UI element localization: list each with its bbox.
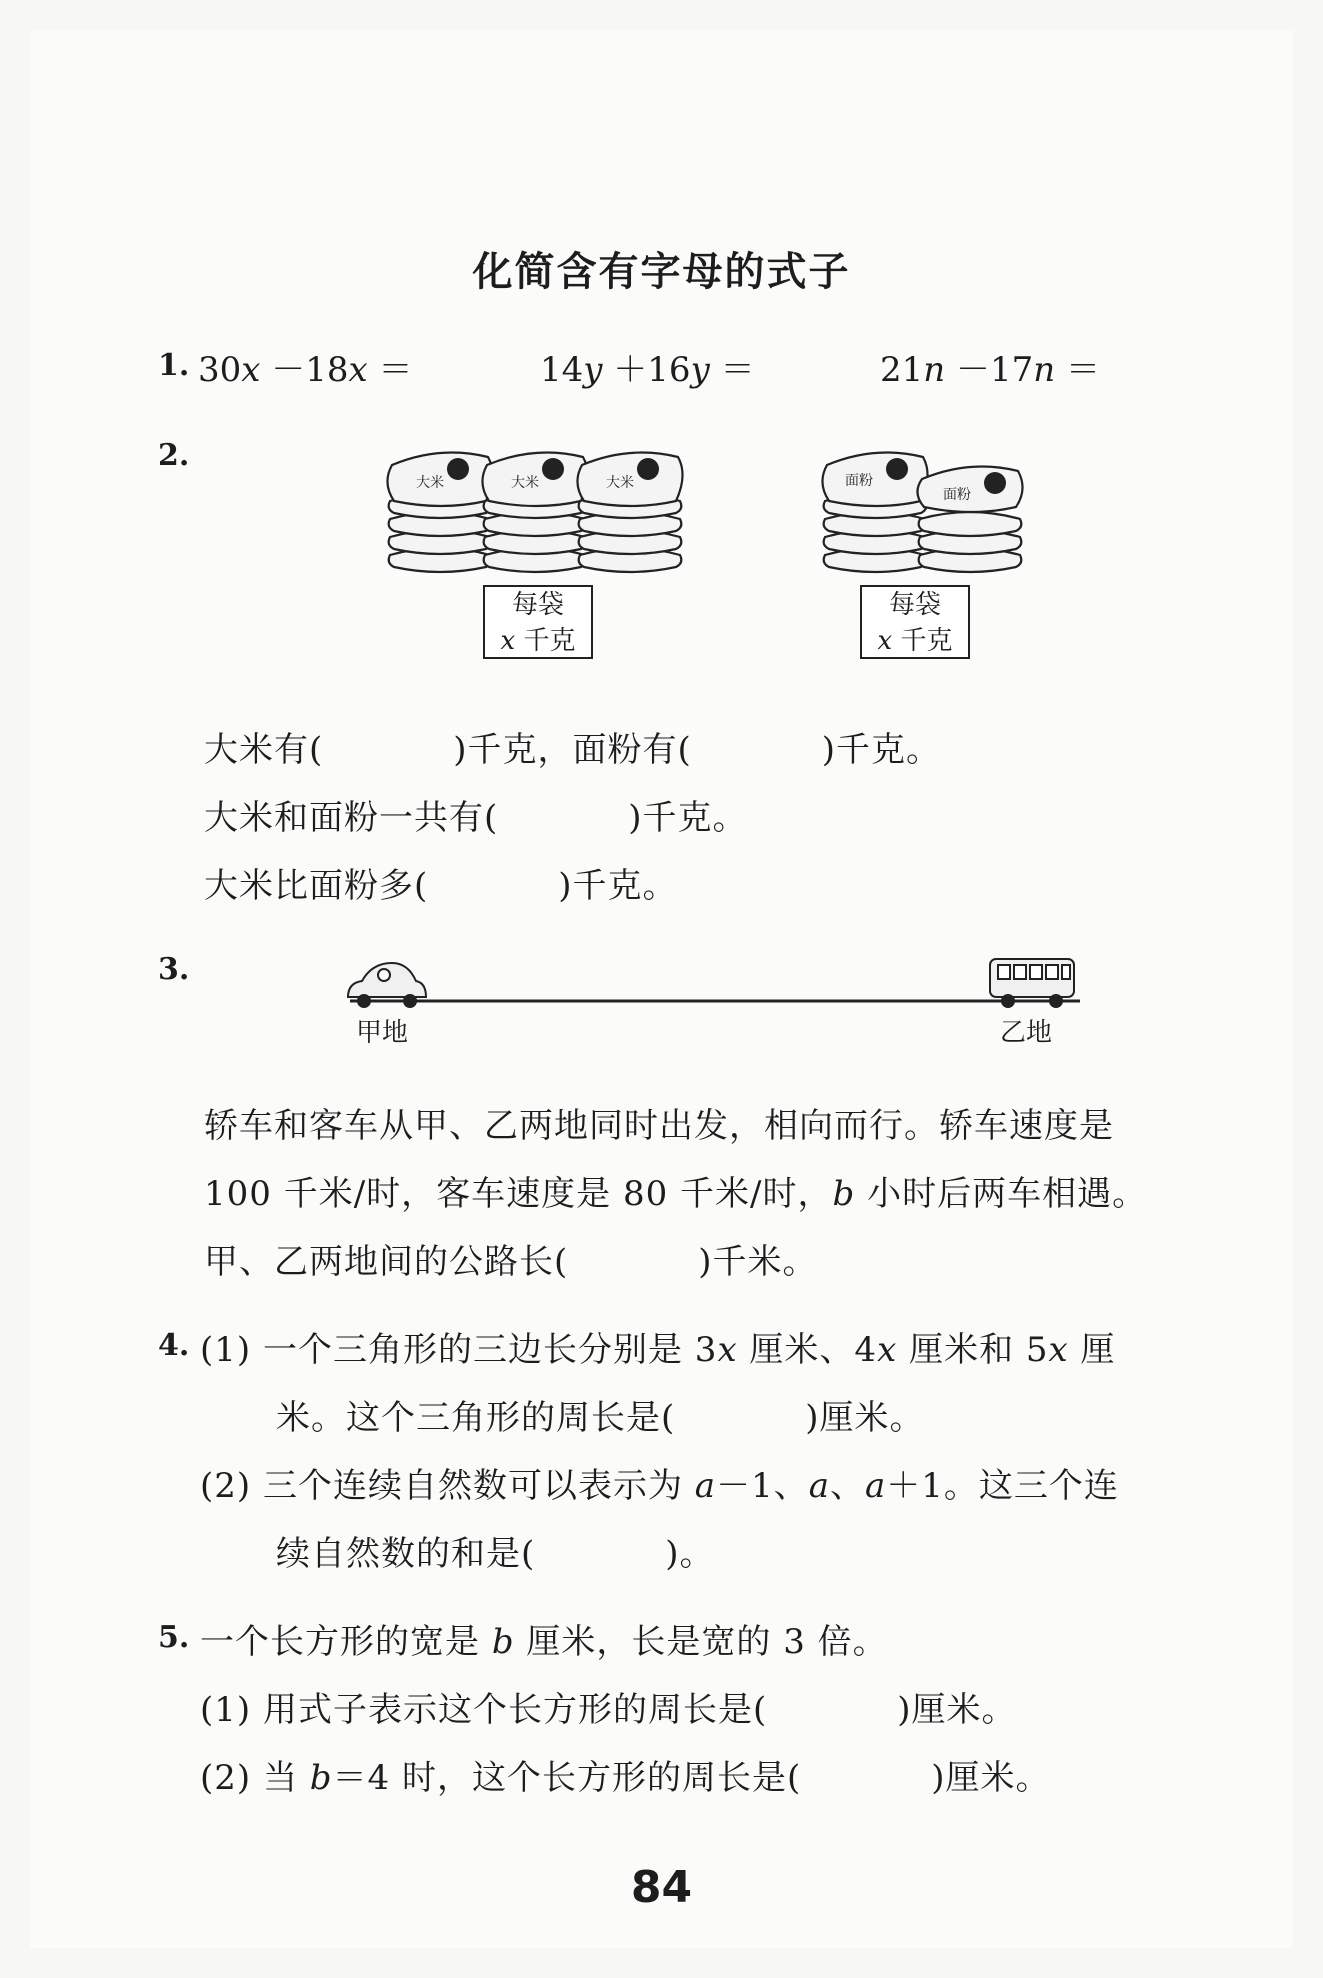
- q4-sub1-line-1: (1) 一个三角形的三边长分别是 3x 厘米、4x 厘米和 5x 厘: [200, 1330, 1116, 1370]
- q3-text-line-1: 轿车和客车从甲、乙两地同时出发，相向而行。轿车速度是: [204, 1106, 1114, 1146]
- page-title: 化简含有字母的式子: [472, 249, 851, 295]
- q4-number: 4.: [158, 1328, 190, 1363]
- flour-stack-1: [822, 453, 927, 573]
- rice-bags-illustration: [380, 425, 710, 575]
- rice-bag-label-3: 大米: [606, 475, 634, 491]
- place-b-label: 乙地: [1000, 1018, 1053, 1048]
- flour-weight-label: 每袋 x 千克: [860, 585, 970, 659]
- flour-bags-illustration: [815, 425, 1055, 575]
- q3-text-line-2: 100 千米/时，客车速度是 80 千米/时，b 小时后两车相遇。: [204, 1174, 1148, 1214]
- q4-sub2-line-2: 续自然数的和是( )。: [276, 1534, 715, 1574]
- q1-expr-2: 14y ＋16y ＝: [540, 350, 755, 390]
- q4-sub2-line-1: (2) 三个连续自然数可以表示为 a－1、a、a＋1。这三个连: [200, 1466, 1119, 1506]
- q3-text-line-3: 甲、乙两地间的公路长( )千米。: [204, 1242, 818, 1282]
- q5-sub1: (1) 用式子表示这个长方形的周长是( )厘米。: [200, 1690, 1017, 1730]
- q1-number: 1.: [158, 348, 190, 383]
- rice-bag-label-2: 大米: [511, 475, 539, 491]
- q2-line-2: 大米和面粉一共有( )千克。: [204, 798, 748, 838]
- q2-line-1: 大米有( )千克，面粉有( )千克。: [204, 730, 942, 770]
- place-a-label: 甲地: [356, 1018, 409, 1048]
- rice-weight-label: 每袋 x 千克: [483, 585, 593, 659]
- flour-bag-label-2: 面粉: [943, 487, 971, 503]
- flour-bag-label-1: 面粉: [845, 473, 873, 489]
- rice-stack-3: [577, 453, 682, 573]
- rice-stack-1: [387, 453, 492, 573]
- q5-number: 5.: [158, 1620, 190, 1655]
- q1-expr-3: 21n －17n ＝: [880, 350, 1100, 390]
- q5-intro: 一个长方形的宽是 b 厘米，长是宽的 3 倍。: [200, 1622, 888, 1662]
- q2-line-3: 大米比面粉多( )千克。: [204, 866, 678, 906]
- flour-stack-2: [917, 467, 1022, 573]
- q4-sub1-line-2: 米。这个三角形的周长是( )厘米。: [276, 1398, 925, 1438]
- page-number: 84: [630, 1862, 693, 1913]
- q1-expr-1: 30x －18x ＝: [198, 350, 413, 390]
- q2-number: 2.: [158, 438, 190, 473]
- q3-number: 3.: [158, 952, 190, 987]
- rice-stack-2: [482, 453, 587, 573]
- road-diagram: [340, 945, 1100, 1015]
- q5-sub2: (2) 当 b＝4 时，这个长方形的周长是( )厘米。: [200, 1758, 1051, 1798]
- rice-bag-label-1: 大米: [416, 475, 444, 491]
